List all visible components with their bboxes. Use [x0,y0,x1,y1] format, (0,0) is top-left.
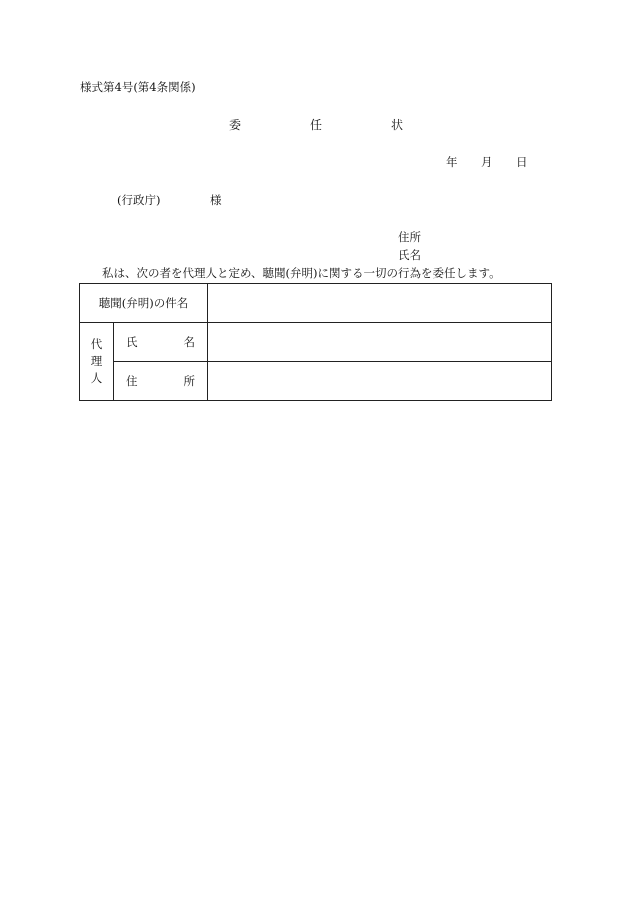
proxy-address-label [114,362,208,401]
proxy-label-char: 代 [90,337,103,351]
form-number: 様式第4号(第4条関係) [80,80,196,94]
proxy-name-field[interactable] [208,323,552,362]
name-label-char: 名 [183,335,196,349]
proxy-table [79,283,552,401]
date-day-label: 日 [516,155,528,169]
proxy-address-field[interactable] [208,362,552,401]
proxy-label [80,323,114,401]
proxy-name-row [80,323,552,362]
date-month-label: 月 [481,155,493,169]
title-char-2: 任 [310,118,323,132]
delegation-statement: 私は、次の者を代理人と定め、聴聞(弁明)に関する一切の行為を委任します。 [102,266,501,280]
date-year-label: 年 [446,155,458,169]
proxy-address-row [80,362,552,401]
document-title [0,118,630,134]
case-name-field[interactable] [208,284,552,323]
addressee-name: (行政庁) [117,193,161,207]
addressee-honorific: 様 [210,193,222,207]
address-label-char: 住 [126,374,138,388]
case-row [80,284,552,323]
title-char-1: 委 [229,118,242,132]
title-char-3: 状 [391,118,404,132]
proxy-label-char: 理 [90,354,103,368]
principal-address-label: 住所 [398,230,421,244]
name-label-char: 氏 [126,335,138,349]
address-label-char: 所 [183,374,196,388]
principal-name-label: 氏名 [398,248,421,262]
proxy-name-label [114,323,208,362]
proxy-label-char: 人 [90,371,103,385]
case-name-label: 聴聞(弁明)の件名 [80,284,208,323]
